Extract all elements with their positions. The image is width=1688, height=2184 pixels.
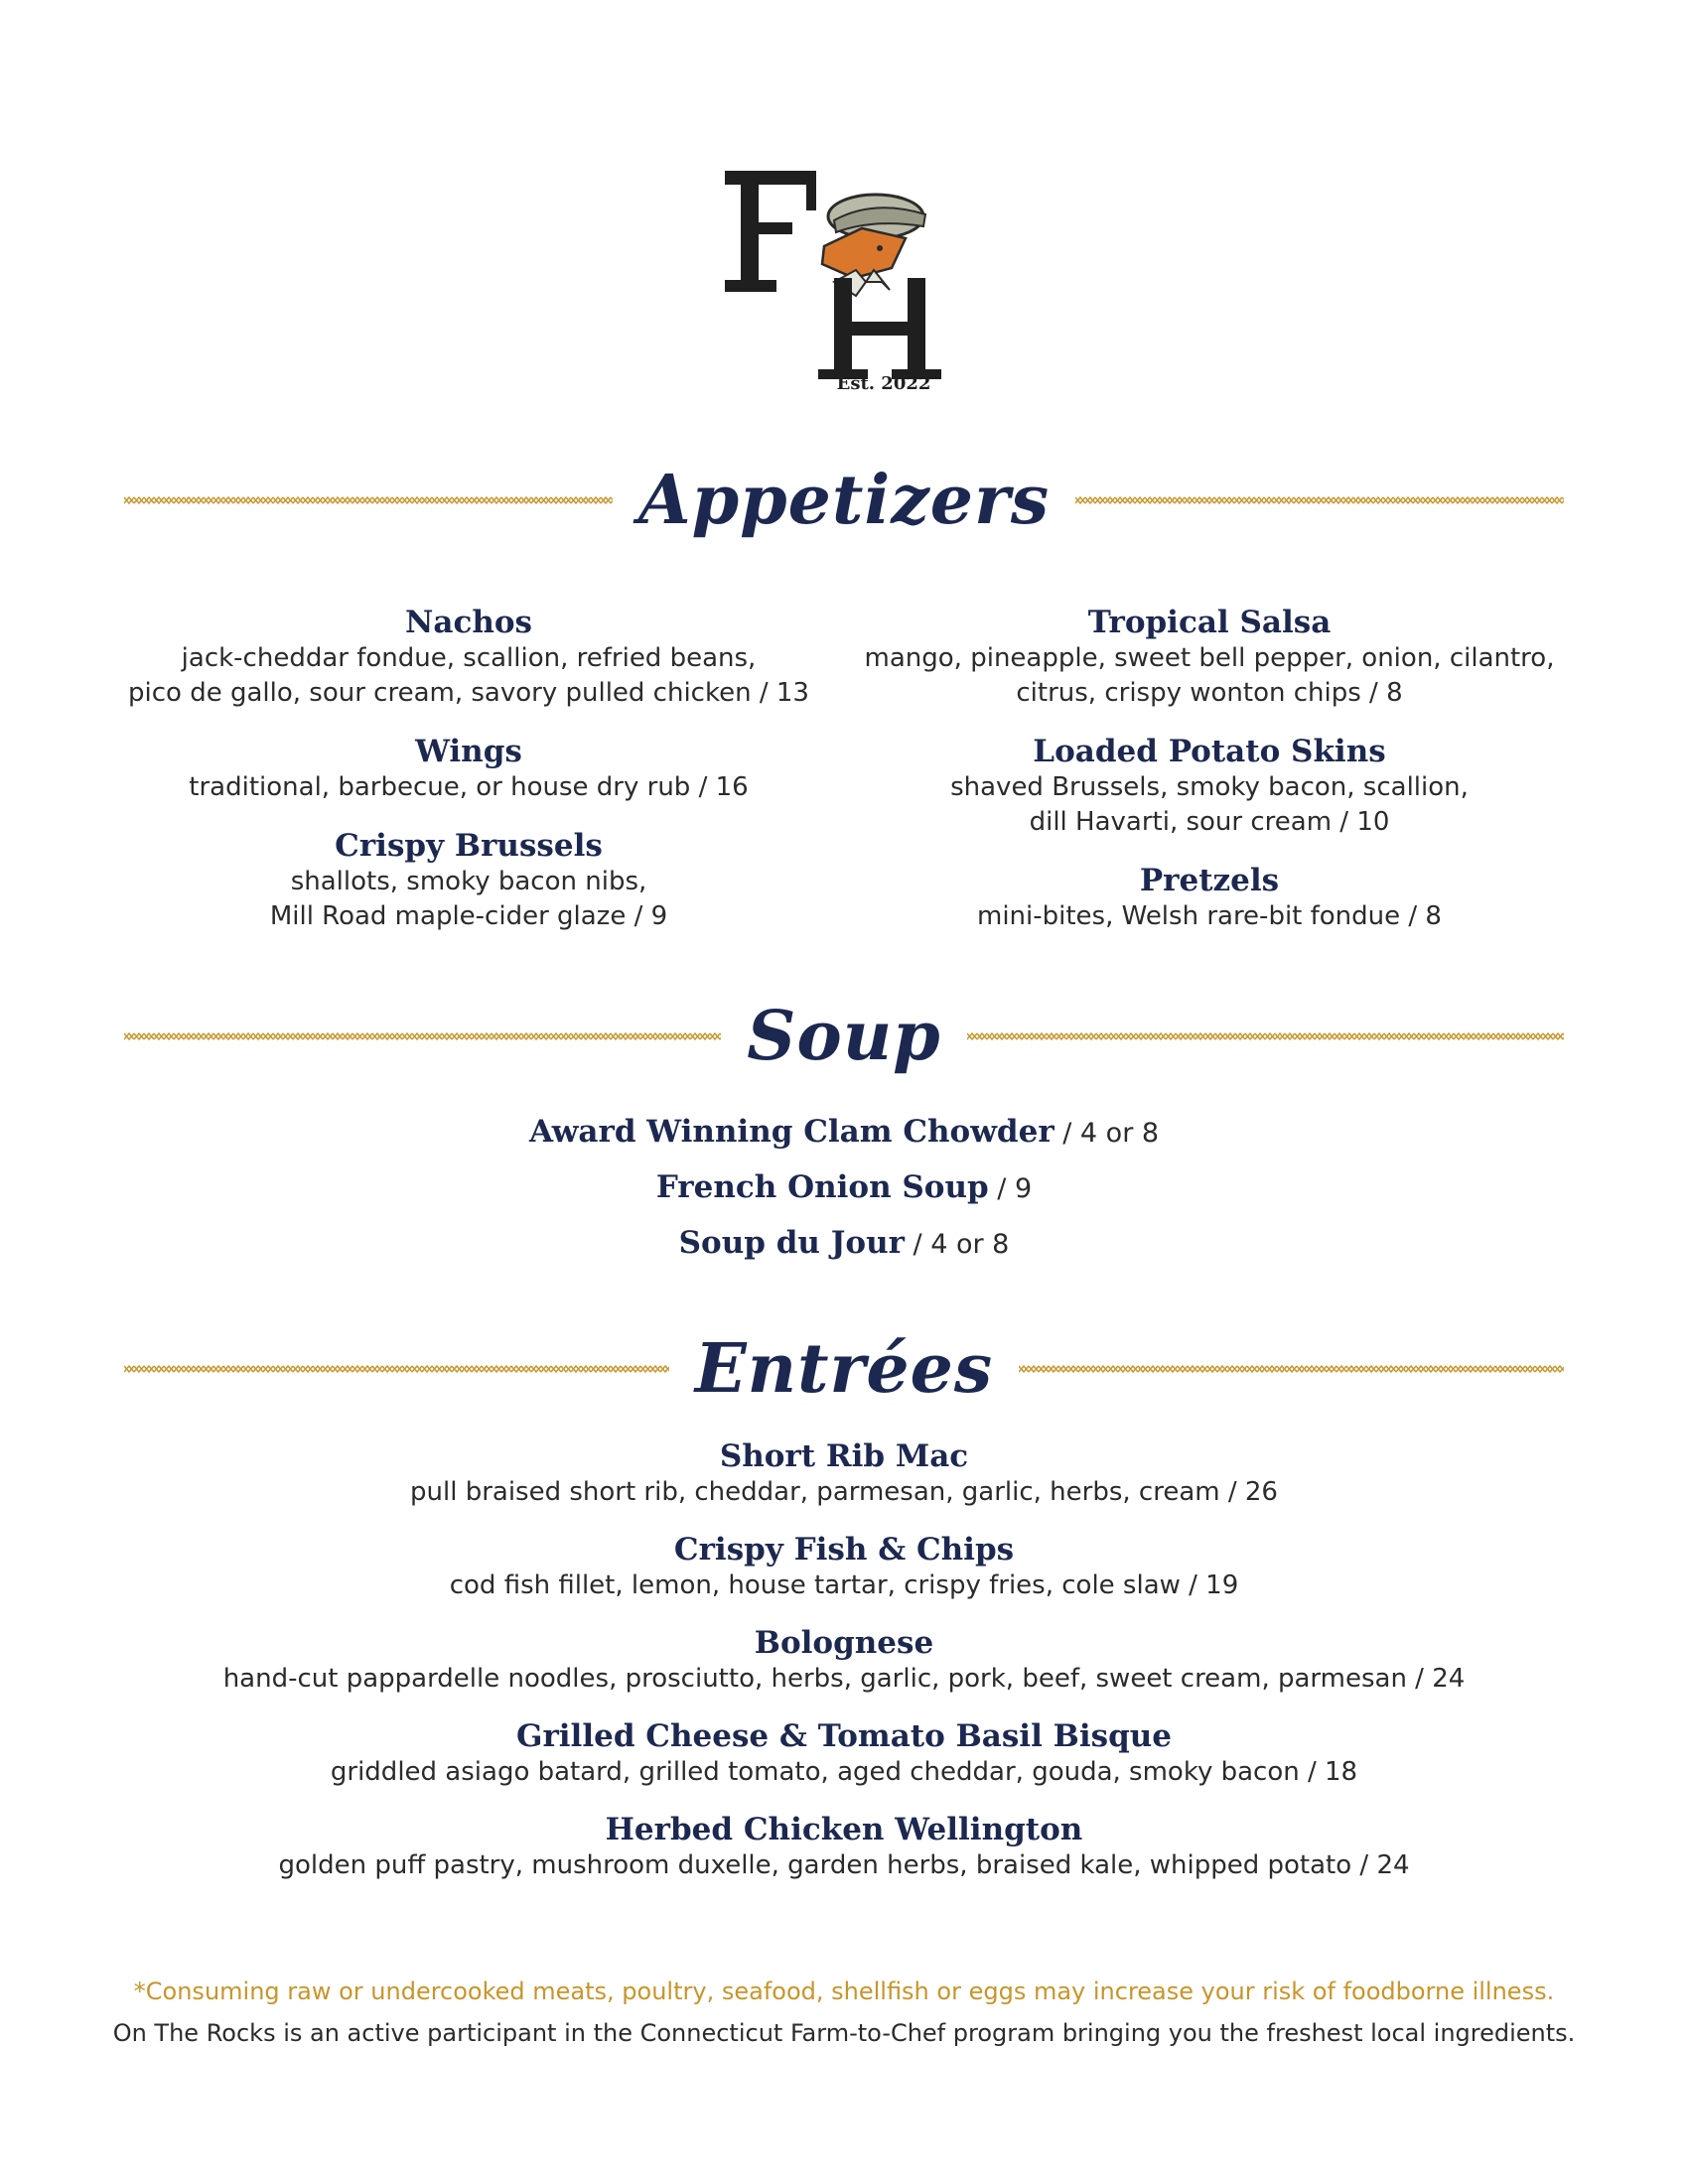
item-name: Grilled Cheese & Tomato Basil Bisque — [515, 1718, 1173, 1754]
section-title: Soup — [747, 997, 941, 1076]
item-description: griddled asiago batard, grilled tomato, aged cheddar, gouda, smoky bacon / 18 — [330, 1757, 1358, 1787]
menu-item — [852, 733, 1567, 840]
item-name: Nachos — [405, 605, 532, 640]
item-name: Loaded Potato Skins — [1033, 734, 1386, 769]
entrees-list — [0, 1437, 1688, 1904]
restaurant-logo — [695, 159, 993, 397]
menu-item — [0, 1531, 1688, 1603]
item-name: Award Winning Clam Chowder — [528, 1114, 1055, 1150]
item-description: citrus, crispy wonton chips / 8 — [1016, 678, 1403, 708]
item-price: / 4 or 8 — [1054, 1118, 1160, 1149]
entrees-heading — [124, 1329, 1564, 1409]
item-name: Crispy Fish & Chips — [673, 1532, 1015, 1568]
section-title: Entrées — [694, 1329, 994, 1409]
item-description: golden puff pastry, mushroom duxelle, garden herbs, braised kale, whipped potato / 24 — [278, 1850, 1410, 1880]
menu-item — [0, 1717, 1688, 1790]
zigzag-divider-left — [124, 1362, 669, 1376]
zigzag-divider-right — [1075, 493, 1564, 507]
item-description: hand-cut pappardelle noodles, prosciutto, herbs, garlic, pork, beef, sweet cream, parmesan / 24 — [222, 1664, 1466, 1694]
item-name: Wings — [415, 734, 522, 769]
established-label: Est. 2022 — [836, 373, 931, 394]
item-description: Mill Road maple-cider glaze / 9 — [269, 901, 668, 931]
item-name: Pretzels — [1139, 863, 1280, 898]
section-title: Appetizers — [637, 461, 1051, 540]
food-safety-notice: *Consuming raw or undercooked meats, poultry, seafood, shellfish or eggs may increase your risk of foodborne illness. — [133, 1978, 1555, 2005]
item-description: pico de gallo, sour cream, savory pulled chicken / 13 — [128, 678, 809, 708]
zigzag-divider-left — [124, 1029, 721, 1043]
appetizers-right-column — [852, 604, 1567, 956]
farm-to-chef-note: On The Rocks is an active participant in the Connecticut Farm-to-Chef program bringing you the freshest local ingredients. — [112, 2019, 1576, 2047]
menu-item — [0, 1811, 1688, 1883]
menu-item — [0, 1218, 1688, 1274]
footer — [0, 1978, 1688, 2047]
item-name: Soup du Jour — [678, 1225, 905, 1261]
item-price: / 4 or 8 — [904, 1229, 1010, 1260]
item-description: shallots, smoky bacon nibs, — [290, 867, 647, 896]
menu-item — [111, 733, 826, 805]
item-name: French Onion Soup — [655, 1169, 989, 1205]
item-name: Short Rib Mac — [719, 1438, 969, 1474]
zigzag-divider-right — [967, 1029, 1564, 1043]
item-name: Herbed Chicken Wellington — [605, 1812, 1083, 1847]
item-description: traditional, barbecue, or house dry rub / 16 — [189, 772, 749, 802]
item-description: jack-cheddar fondue, scallion, refried beans, — [181, 643, 757, 673]
item-name: Crispy Brussels — [335, 828, 603, 864]
appetizers-heading — [124, 461, 1564, 540]
appetizers-left-column — [111, 604, 826, 956]
soup-heading — [124, 997, 1564, 1076]
menu-item — [111, 827, 826, 934]
item-description: shaved Brussels, smoky bacon, scallion, — [950, 772, 1469, 802]
item-name: Bolognese — [754, 1625, 934, 1661]
soup-list — [0, 1107, 1688, 1274]
item-description: cod fish fillet, lemon, house tartar, crispy fries, cole slaw / 19 — [449, 1570, 1239, 1600]
zigzag-divider-right — [1019, 1362, 1564, 1376]
menu-item — [0, 1624, 1688, 1697]
item-price: / 9 — [988, 1173, 1033, 1204]
zigzag-divider-left — [124, 493, 613, 507]
menu-item — [0, 1107, 1688, 1162]
item-description: mini-bites, Welsh rare-bit fondue / 8 — [977, 901, 1442, 931]
item-name: Tropical Salsa — [1087, 605, 1332, 640]
menu-item — [852, 604, 1567, 711]
menu-item — [852, 862, 1567, 934]
menu-item — [111, 604, 826, 711]
item-description: dill Havarti, sour cream / 10 — [1029, 807, 1390, 837]
item-description: pull braised short rib, cheddar, parmesan, garlic, herbs, cream / 26 — [410, 1477, 1278, 1507]
menu-item — [0, 1162, 1688, 1218]
item-description: mango, pineapple, sweet bell pepper, onion, cilantro, — [864, 643, 1555, 673]
menu-item — [0, 1437, 1688, 1510]
